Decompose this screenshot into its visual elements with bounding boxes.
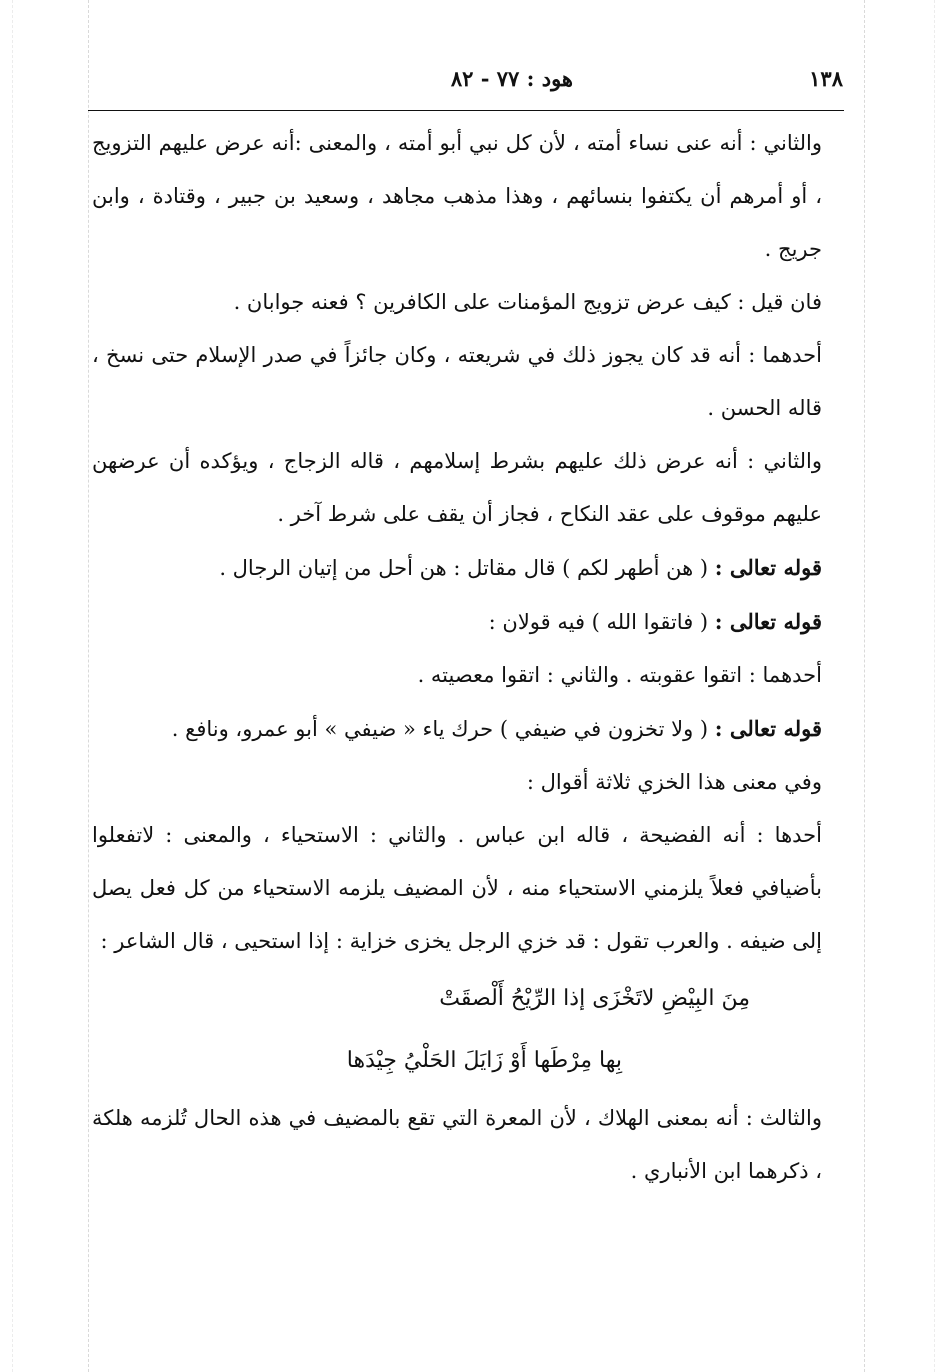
paragraph xyxy=(92,276,822,329)
paragraph xyxy=(92,702,822,756)
paragraph-text: ( فاتقوا الله ) فيه قولان : xyxy=(488,610,709,634)
paragraph-text: والثاني : أنه عرض ذلك عليهم بشرط إسلامهم ، قاله الزجاج ، ويؤكده أن عرضهن عليهم موقوف على عقد النكاح ، فجاز أن يقف على شرط آخر . xyxy=(92,449,822,526)
paragraph xyxy=(92,329,822,435)
header-rule xyxy=(88,110,844,111)
closing-paragraph xyxy=(92,1092,822,1198)
paragraph xyxy=(92,809,822,968)
paragraph xyxy=(92,117,822,276)
paragraph-text: ( ولا تخزون في ضيفي ) حرك ياء « ضيفي » أبو عمرو، ونافع . xyxy=(171,717,709,741)
paragraph-text: والثالث : أنه بمعنى الهلاك ، لأن المعرة التي تقع بالمضيف في هذه الحال تُلزمه هلكة ، ذكرهما ابن الأنباري . xyxy=(92,1106,822,1183)
verse-reference-keyword: قوله تعالى : xyxy=(714,555,822,580)
verse-reference-keyword: قوله تعالى : xyxy=(714,609,822,634)
scan-guide-line xyxy=(864,0,865,1372)
poetry-verse-line-2: بِها مِرْطَها أَوْ زَايَلَ الحَلْيُ جِيْدَها xyxy=(346,1048,622,1073)
paragraph xyxy=(92,649,822,702)
paragraph-text: أحدهما : أنه قد كان يجوز ذلك في شريعته ، وكان جائزاً في صدر الإسلام حتى نسخ ، قاله الحسن . xyxy=(92,343,822,420)
paragraph-text: وفي معنى هذا الخزي ثلاثة أقوال : xyxy=(526,770,822,794)
paragraph xyxy=(92,595,822,649)
paragraph-text: أحدها : أنه الفضيحة ، قاله ابن عباس . والثاني : الاستحياء ، والمعنى : لاتفعلوا بأضيافي فعلاً يلزمني الاستحياء منه ، لأن المضيف يلزمه الاستحياء من كل فعل يصل إلى ضيفه . والعرب تقول : قد خزي الرجل يخزى خزاية : إذا استحيى ، قال الشاعر : xyxy=(92,823,822,953)
verse-reference-keyword: قوله تعالى : xyxy=(714,716,822,741)
running-head: هود : ٧٧ - ٨٢ xyxy=(450,66,573,91)
paragraph xyxy=(92,435,822,541)
scan-guide-line xyxy=(88,0,89,1372)
scan-guide-line xyxy=(934,0,935,1372)
paragraph xyxy=(92,756,822,809)
scan-guide-line xyxy=(12,0,13,1372)
paragraph xyxy=(92,541,822,595)
paragraph-text: والثاني : أنه عنى نساء أمته ، لأن كل نبي أبو أمته ، والمعنى :أنه عرض عليهم التزويج ، أو أمرهم أن يكتفوا بنسائهم ، وهذا مذهب مجاهد ، وسعيد بن جبير ، وقتادة ، وابن جريج . xyxy=(92,131,822,261)
page-header xyxy=(88,66,843,102)
main-text xyxy=(92,117,822,1198)
paragraph-text: ( هن أطهر لكم ) قال مقاتل : هن أحل من إتيان الرجال . xyxy=(219,556,709,580)
paragraph-text: فان قيل : كيف عرض تزويج المؤمنات على الكافرين ؟ فعنه جوابان . xyxy=(233,290,822,314)
paragraph-text: أحدهما : اتقوا عقوبته . والثاني : اتقوا معصيته . xyxy=(417,663,822,687)
page-number: ١٣٨ xyxy=(809,66,843,91)
poetry-verse-line-1: مِنَ البِيْضِ لاتَخْزَى إذا الرِّيْحُ أَلْصقَتْ xyxy=(439,986,750,1011)
